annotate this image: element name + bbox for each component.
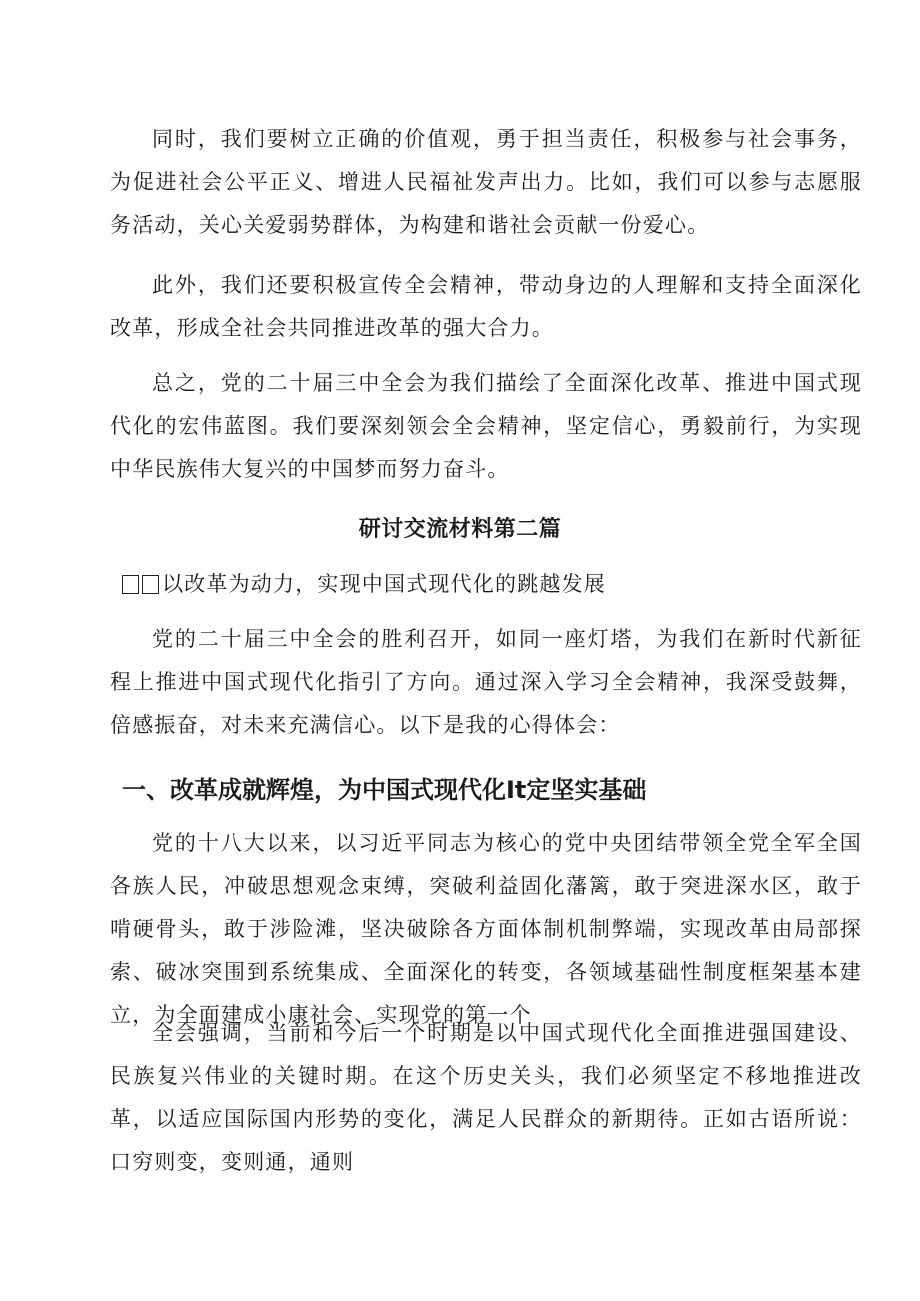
missing-glyph-box-icon xyxy=(142,575,159,594)
paragraph-reform-achievements: 党的十八大以来，以习近平同志为核心的党中央团结带领全党全军全国各族人民，冲破思想观念束缚，突破利益固化藩篱，敢于突进深水区，敢于啃硬骨头，敢于涉险滩，坚决破除各方面体制机制弊端，实现改革由局部探索、破冰突围到系统集成、全面深化的转变，各领域基础性制度框架基本建立，为全面建成小康社会、实现党的第一个 xyxy=(110,831,862,1027)
subtitle-text: 以改革为动力，实现中国式现代化的跳越发展 xyxy=(162,572,606,596)
paragraph-conclusion: 总之，党的二十届三中全会为我们描绘了全面深化改革、推进中国式现代化的宏伟蓝图。我们要深刻领会全会精神，坚定信心，勇毅前行，为实现中华民族伟大复兴的中国梦而努力奋斗。 xyxy=(110,371,862,481)
missing-glyph-box-icon xyxy=(122,575,139,594)
paragraph-plenum-emphasis: 全会强调，当前和今后一个时期是以中国式现代化全面推进强国建设、民族复兴伟业的关键时期。在这个历史关头，我们必须坚定不移地推进改革，以适应国际国内形势的变化，满足人民群众的新期待。正如古语所说：口穷则变，变则通，通则 xyxy=(110,1021,862,1174)
paragraph-intro: 党的二十届三中全会的胜利召开，如同一座灯塔，为我们在新时代新征程上推进中国式现代化指引了方向。通过深入学习全会精神，我深受鼓舞，倍感振奋，对未来充满信心。以下是我的心得体会： xyxy=(110,627,862,737)
heading-1: 一、改革成就辉煌，为中国式现代化It定坚实基础 xyxy=(122,776,647,804)
paragraph-publicize: 此外，我们还要积极宣传全会精神，带动身边的人理解和支持全面深化改革，形成全社会共同推进改革的强大合力。 xyxy=(110,273,862,340)
paragraph-values: 同时，我们要树立正确的价值观，勇于担当责任，积极参与社会事务，为促进社会公平正义、增进人民福祉发声出力。比如，我们可以参与志愿服务活动，关心关爱弱势群体，为构建和谐社会贡献一份爱心。 xyxy=(110,127,862,237)
subtitle-line xyxy=(122,564,606,604)
section-title: 研讨交流材料第二篇 xyxy=(358,517,562,542)
